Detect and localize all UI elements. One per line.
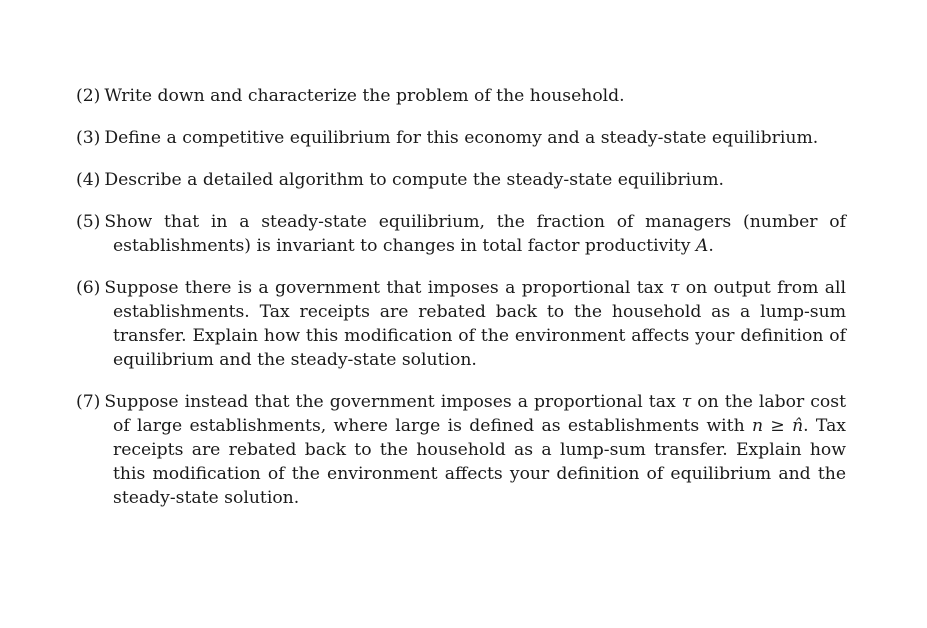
math-symbol-A: A — [695, 236, 709, 256]
item-text: Suppose there is a government that imposes a proportional tax — [104, 278, 670, 298]
item-text: Suppose instead that the government imposes a proportional tax — [104, 392, 682, 412]
exercise-item-5 — [76, 210, 846, 258]
exercise-item-2 — [76, 84, 846, 108]
item-text: Describe a detailed algorithm to compute the steady-state equilibrium. — [104, 170, 724, 190]
exercise-item-7 — [76, 390, 846, 510]
item-text: Define a competitive equilibrium for this economy and a steady-state equilibrium. — [104, 128, 819, 148]
item-text: on output from all establishments. Tax receipts are rebated back to the household as a lump-sum transfer. Explain how this modification of the environment affects your definition of equilibrium and the steady-state solution. — [113, 278, 846, 370]
item-number: (2) — [76, 86, 101, 106]
math-symbol-tau: τ — [681, 392, 692, 412]
item-number: (7) — [76, 392, 101, 412]
item-text: on the labor cost of large establishments, where large is defined as establishments with — [113, 392, 846, 436]
math-inequality: n ≥ n̂ — [751, 416, 804, 436]
item-text: . Tax receipts are rebated back to the household as a lump-sum transfer. Explain how this modification of the environment affects your definition of equilibrium and the steady-state solution. — [113, 416, 847, 508]
item-text: Show that in a steady-state equilibrium, the fraction of managers (number of establishments) is invariant to changes in total factor productivity — [104, 212, 846, 256]
exercise-item-4 — [76, 168, 846, 192]
exercise-item-6 — [76, 276, 846, 372]
item-number: (5) — [76, 212, 101, 232]
item-number: (6) — [76, 278, 101, 298]
item-number: (4) — [76, 170, 101, 190]
exercise-item-3 — [76, 126, 846, 150]
item-text: . — [708, 236, 714, 256]
math-symbol-tau: τ — [669, 278, 680, 298]
item-text: Write down and characterize the problem of the household. — [104, 86, 625, 106]
item-number: (3) — [76, 128, 101, 148]
exercise-list — [76, 84, 846, 510]
